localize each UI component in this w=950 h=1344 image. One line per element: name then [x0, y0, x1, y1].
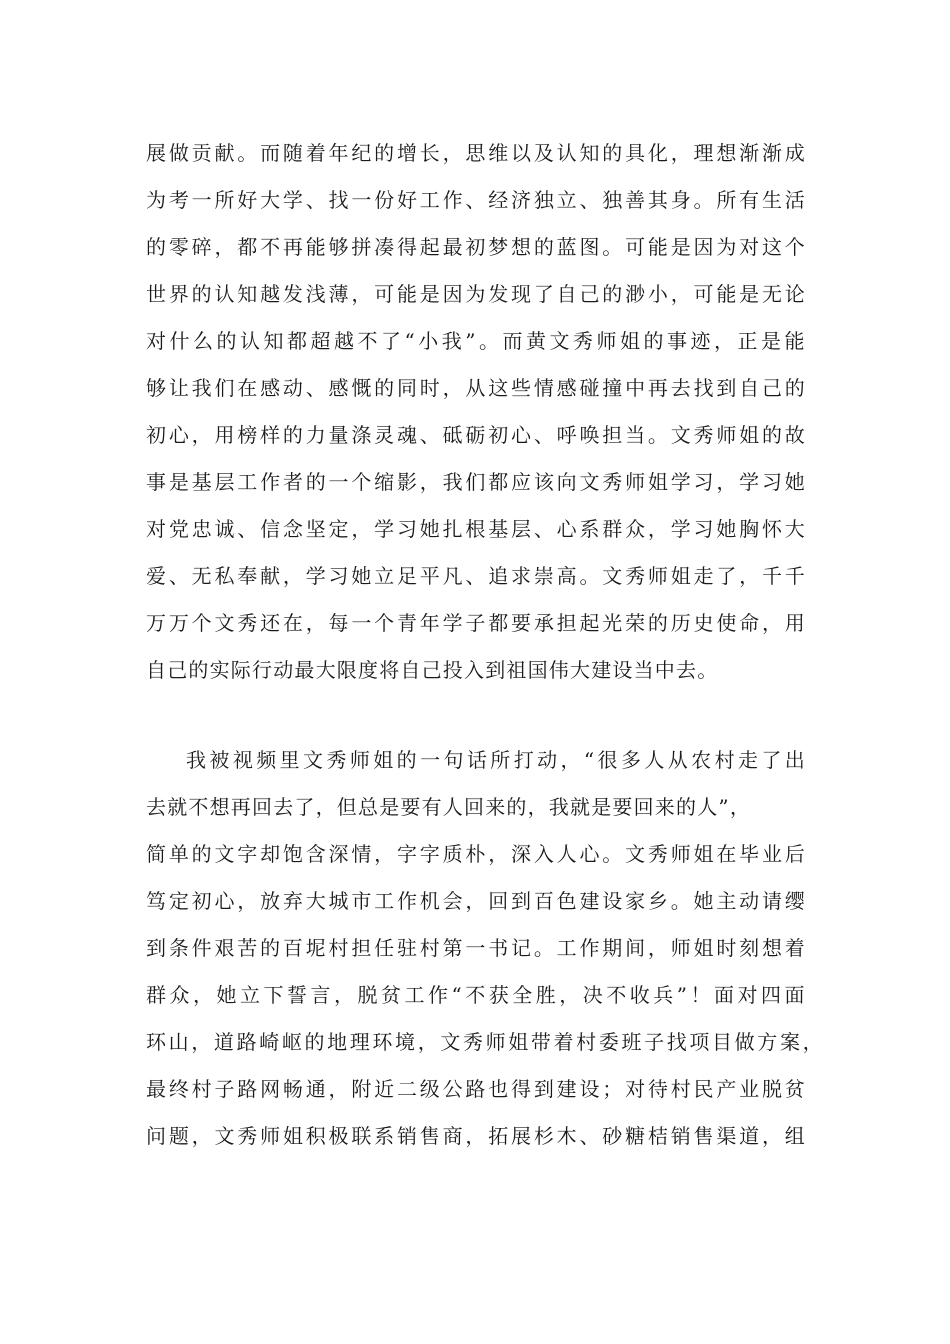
paragraph-2-line-3: 简 单 的 文 字 却 饱 含 深 情 ， 字 字 质 朴 ， 深 入 人 心 。 文 秀 师 姐 在 毕 业 后: [146, 842, 806, 866]
paragraph-1-line-12: 自己的实际行动最大限度将自己投入到祖国伟大建设当中去。: [146, 658, 719, 682]
paragraph-1-line-10: 爱 、 无 私 奉 献 ， 学 习 她 立 足 平 凡 、 追 求 崇 高 。 文 秀 师 姐 走 了 ， 千 千: [146, 564, 806, 588]
paragraph-2-line-6: 群 众 ， 她 立 下 誓 言 ， 脱 贫 工 作 “ 不 获 全 胜 ， 决 不 收 兵 ” ！ 面 对 四 面: [146, 983, 806, 1007]
paragraph-1-line-6: 够 让 我 们 在 感 动 、 感 慨 的 同 时 ， 从 这 些 情 感 碰 撞 中 再 去 找 到 自 己 的: [146, 376, 806, 400]
paragraph-1-line-9: 对 党 忠 诚 、 信 念 坚 定 ， 学 习 她 扎 根 基 层 、 心 系 群 众 ， 学 习 她 胸 怀 大: [146, 517, 806, 541]
paragraph-2-line-1: 我 被 视 频 里 文 秀 师 姐 的 一 句 话 所 打 动 ， “ 很 多 人 从 农 村 走 了 出: [186, 748, 806, 772]
paragraph-2-line-5: 到 条 件 艰 苦 的 百 坭 村 担 任 驻 村 第 一 书 记 。 工 作 期 间 ， 师 姐 时 刻 想 着: [146, 936, 806, 960]
paragraph-2-line-2: 去就不想再回去了，但总是要有人回来的，我就是要回来的人”，: [146, 795, 752, 819]
paragraph-1-line-7: 初 心 ， 用 榜 样 的 力 量 涤 灵 魂 、 砥 砺 初 心 、 呼 唤 担 当 。 文 秀 师 姐 的 故: [146, 423, 806, 447]
paragraph-1-line-5: 对 什 么 的 认 知 都 超 越 不 了 “ 小 我 ” 。 而 黄 文 秀 师 姐 的 事 迹 ， 正 是 能: [146, 329, 806, 353]
paragraph-1-line-2: 为 考 一 所 好 大 学 、 找 一 份 好 工 作 、 经 济 独 立 、 独 善 其 身 。 所 有 生 活: [146, 188, 806, 212]
paragraph-2-line-4: 笃 定 初 心 ， 放 弃 大 城 市 工 作 机 会 ， 回 到 百 色 建 设 家 乡 。 她 主 动 请 缨: [146, 889, 806, 913]
paragraph-2-line-9: 问 题 ， 文 秀 师 姐 积 极 联 系 销 售 商 ， 拓 展 杉 木 、 砂 糖 桔 销 售 渠 道 ， 组: [146, 1124, 806, 1148]
paragraph-1-line-3: 的 零 碎 ， 都 不 再 能 够 拼 凑 得 起 最 初 梦 想 的 蓝 图 。 可 能 是 因 为 对 这 个: [146, 235, 806, 259]
paragraph-1-line-1: 展 做 贡 献 。 而 随 着 年 纪 的 增 长 ， 思 维 以 及 认 知 的 具 化 ， 理 想 渐 渐 成: [146, 141, 806, 165]
paragraph-1-line-4: 世 界 的 认 知 越 发 浅 薄 ， 可 能 是 因 为 发 现 了 自 己 的 渺 小 ， 可 能 是 无 论: [146, 282, 806, 306]
paragraph-1-line-11: 万 万 个 文 秀 还 在 ， 每 一 个 青 年 学 子 都 要 承 担 起 光 荣 的 历 史 使 命 ， 用: [146, 611, 806, 635]
paragraph-2-line-7: 环 山 ， 道 路 崎 岖 的 地 理 环 境 ， 文 秀 师 姐 带 着 村 委 班 子 找 项 目 做 方 案 ，: [146, 1030, 824, 1054]
paragraph-2-line-8: 最 终 村 子 路 网 畅 通 ， 附 近 二 级 公 路 也 得 到 建 设 ； 对 待 村 民 产 业 脱 贫: [146, 1077, 806, 1101]
paragraph-1-line-8: 事 是 基 层 工 作 者 的 一 个 缩 影 ， 我 们 都 应 该 向 文 秀 师 姐 学 习 ， 学 习 她: [146, 470, 806, 494]
